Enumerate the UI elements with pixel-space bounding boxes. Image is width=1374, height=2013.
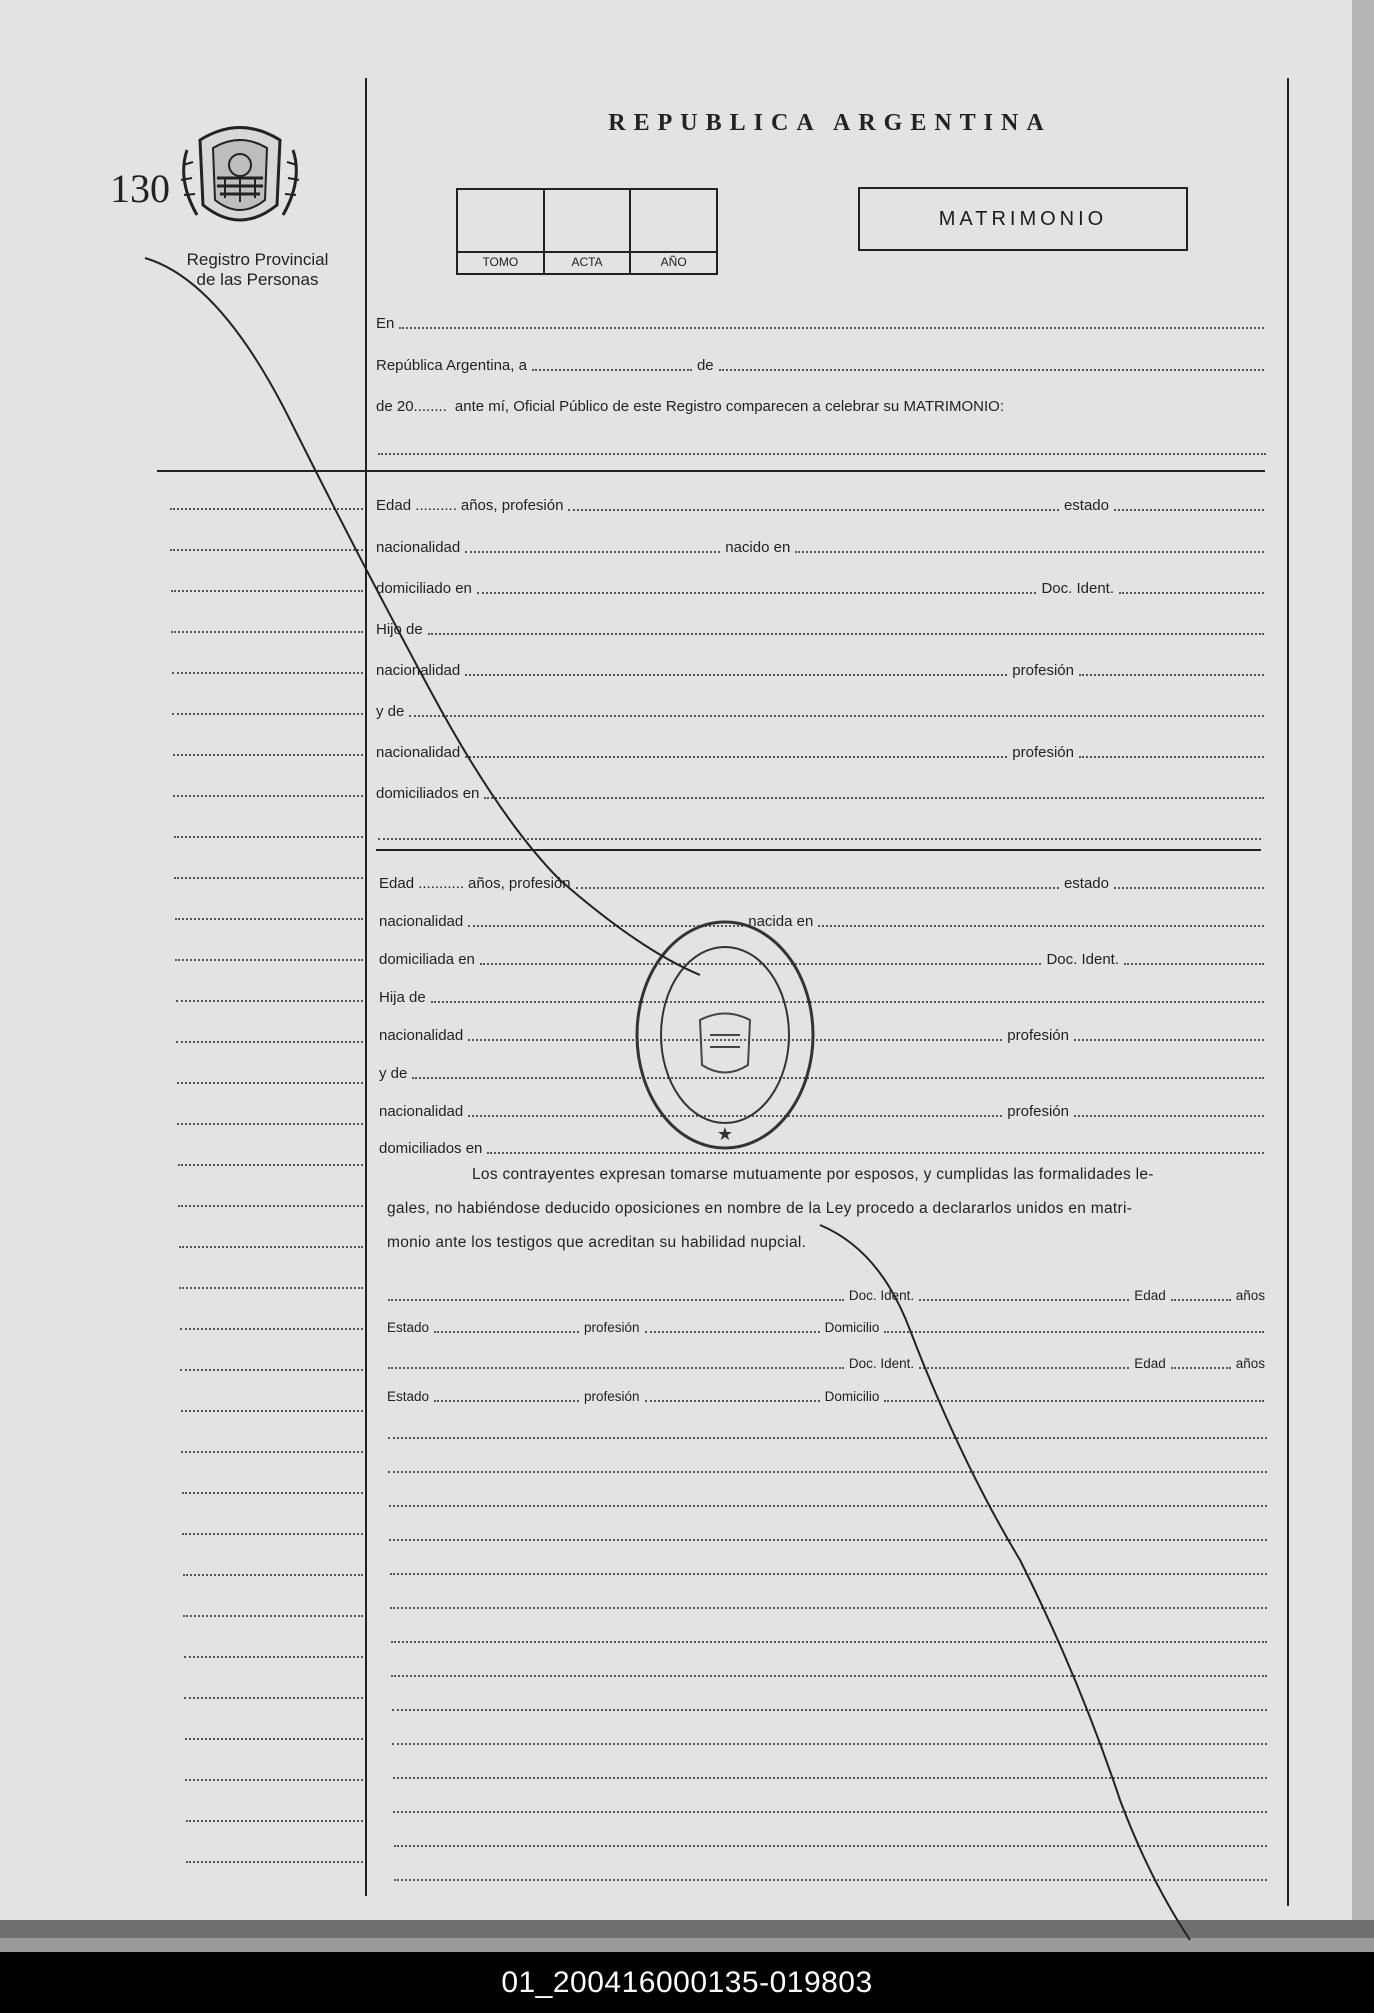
image-caption-bar <box>0 1952 1374 2013</box>
witness-1-age-label: Edad <box>1134 1288 1166 1303</box>
record-type-box: MATRIMONIO <box>858 187 1188 251</box>
bride-parents-address-label: domiciliados en <box>379 1140 483 1157</box>
groom-address-label: domiciliado en <box>376 580 472 597</box>
registry-name-line2: de las Personas <box>196 270 319 289</box>
bride-address-label: domiciliada en <box>379 951 475 968</box>
bride-father-profession-label: profesión <box>1007 1027 1069 1044</box>
groom-doc-label: Doc. Ident. <box>1041 580 1114 597</box>
bride-nationality-label: nacionalidad <box>379 913 464 930</box>
bride-age-label: Edad ........... <box>379 875 465 892</box>
place-label: En <box>376 315 395 332</box>
declaration-line-2: gales, no habiéndose deducido oposiciones en nombre de la Ley procedo a declararlos unidos en matri- <box>387 1200 1133 1217</box>
folio-number: 130 <box>110 166 170 211</box>
bride-mother-profession-label: profesión <box>1007 1103 1069 1120</box>
witness-2-status-label: Estado <box>387 1389 430 1404</box>
witness-2-address-label: Domicilio <box>824 1389 880 1404</box>
witness-2-years-label: años <box>1235 1356 1265 1371</box>
witness-1-address-label: Domicilio <box>824 1320 880 1335</box>
bride-profession-label: años, profesión <box>468 875 571 892</box>
groom-profession-label: años, profesión <box>460 497 564 514</box>
groom-father-profession-label: profesión <box>1012 662 1074 679</box>
year-label: de 20........ <box>376 398 447 415</box>
bride-father-nationality-label: nacionalidad <box>379 1027 464 1044</box>
groom-father-label: Hijo de <box>376 621 423 638</box>
groom-mother-profession-label: profesión <box>1012 744 1074 761</box>
witness-1-profession-label: profesión <box>584 1320 640 1335</box>
acta-label: ACTA <box>545 251 630 273</box>
groom-age-label: Edad .......... <box>376 497 457 514</box>
witness-2-age-label: Edad <box>1134 1356 1166 1371</box>
groom-father-nationality-label: nacionalidad <box>376 662 461 679</box>
groom-birthplace-label: nacido en <box>725 539 791 556</box>
groom-parents-address-label: domiciliados en <box>376 785 480 802</box>
groom-status-label: estado <box>1063 497 1109 514</box>
bride-mother-label: y de <box>379 1065 408 1082</box>
officiant-text: ante mí, Oficial Público de este Registro comparecen a celebrar su MATRIMONIO: <box>454 398 1004 415</box>
bride-status-label: estado <box>1063 875 1109 892</box>
groom-mother-label: y de <box>376 703 405 720</box>
groom-nationality-label: nacionalidad <box>376 539 461 556</box>
bride-doc-label: Doc. Ident. <box>1046 951 1119 968</box>
witness-1-doc-label: Doc. Ident. <box>848 1288 915 1303</box>
witness-1-years-label: años <box>1235 1288 1265 1303</box>
image-caption: 01_200416000135-019803 <box>501 1965 873 1999</box>
groom-mother-nationality-label: nacionalidad <box>376 744 461 761</box>
declaration-line-1: Los contrayentes expresan tomarse mutuamente por esposos, y cumplidas las formalidades le- <box>472 1166 1154 1183</box>
registry-name-line1: Registro Provincial <box>186 250 329 269</box>
bride-mother-nationality-label: nacionalidad <box>379 1103 464 1120</box>
declaration-line-3: monio ante los testigos que acreditan su habilidad nupcial. <box>387 1234 807 1251</box>
anio-label: AÑO <box>631 251 716 273</box>
country-date-label: República Argentina, a <box>376 357 527 374</box>
tomo-label: TOMO <box>458 251 543 273</box>
witness-1-status-label: Estado <box>387 1320 430 1335</box>
bride-birthplace-label: nacida en <box>748 913 814 930</box>
country-title: REPUBLICA ARGENTINA <box>608 110 1052 136</box>
witness-2-doc-label: Doc. Ident. <box>848 1356 915 1371</box>
witness-2-profession-label: profesión <box>584 1389 640 1404</box>
svg-text:★: ★ <box>716 1124 734 1144</box>
bride-father-label: Hija de <box>379 989 426 1006</box>
month-label: de <box>696 357 714 374</box>
